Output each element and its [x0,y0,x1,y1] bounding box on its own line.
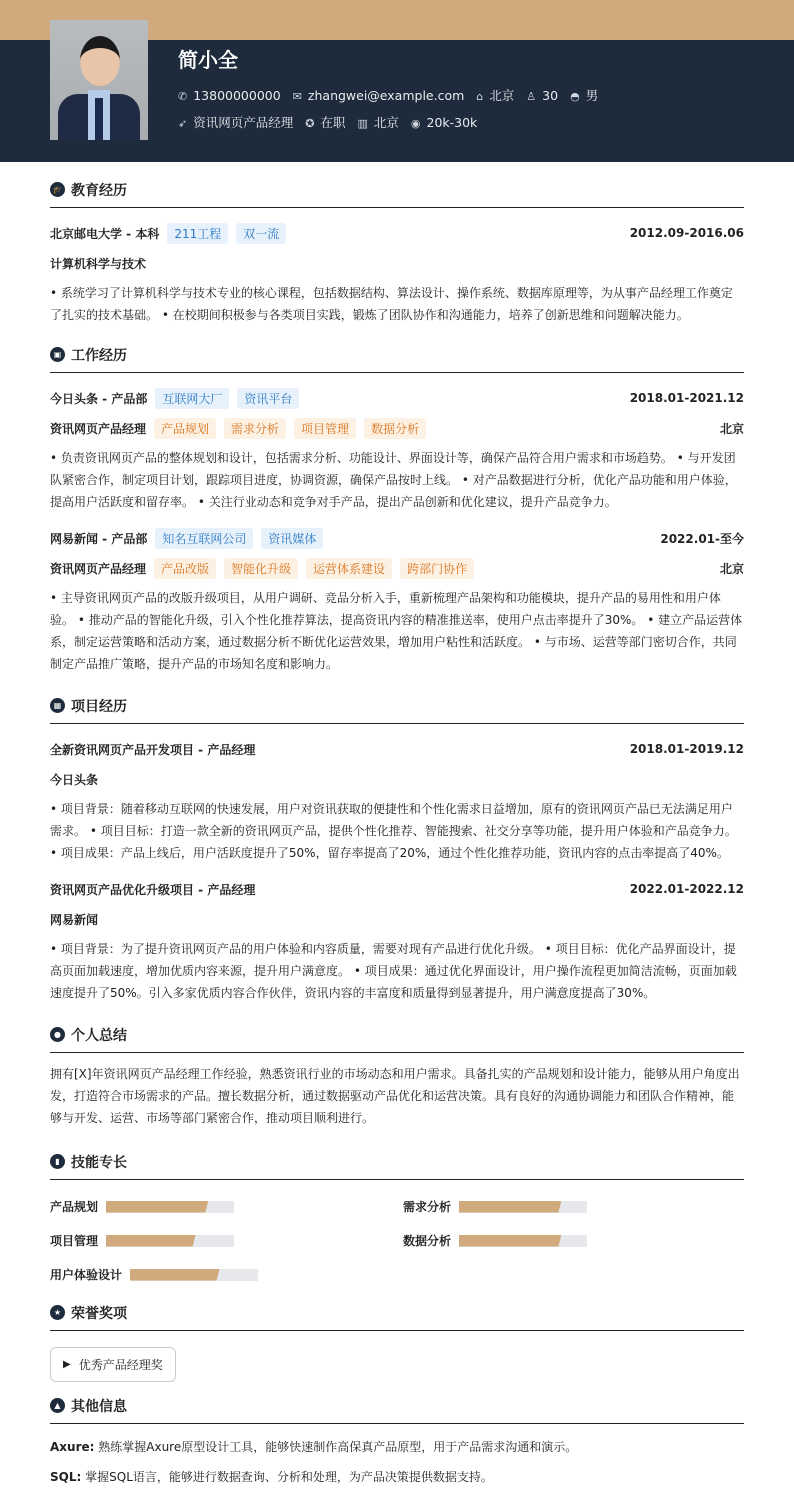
email: zhangwei@example.com [307,87,465,103]
org: 今日头条 [50,772,99,787]
skill-name: 项目管理 [50,1234,99,1248]
bar-chart-icon: ▮ [50,1154,65,1169]
tag: 产品改版 [154,558,216,579]
description: • 项目背景：为了提升资讯网页产品的用户体验和内容质量，需要对现有产品进行优化升级。 • 项目目标：优化产品界面设计，提高页面加载速度，增加优质内容来源，提升用户满意度。 • 项目成果：通过优化界面设计，用户操作流程更加简洁流畅，页面加载速度提升了50%。引入多家优质内容合作伙伴，资讯内容的丰富度和质量得到显著提升，用户满意度提高了30%。 [50,942,737,1000]
projects-section [50,694,744,1004]
project-item [50,878,744,1004]
skill-bar [459,1201,587,1213]
other-section [50,1394,744,1488]
skill-bar-fill [106,1235,196,1247]
grid-icon: ▦ [50,698,65,713]
info-icon: ▲ [50,1398,65,1413]
school: 北京邮电大学 - 本科 [50,226,160,241]
gender-icon: ◓ [570,90,580,103]
skill-item [403,1198,587,1215]
tag: 211工程 [167,223,228,244]
skill-bar [130,1269,258,1281]
work-item [50,387,744,513]
section-title: 其他信息 [71,1398,127,1415]
skill-name: 数据分析 [403,1234,452,1248]
triangle-right-icon: ▶ [63,1359,71,1370]
age-icon: ♙ [526,89,537,103]
section-title: 荣誉奖项 [71,1305,127,1322]
other-key: SQL: [50,1470,82,1484]
briefcase-icon: ▣ [50,347,65,362]
position: 资讯网页产品经理 [193,115,294,130]
description: • 系统学习了计算机科学与技术专业的核心课程，包括数据结构、算法设计、操作系统、数据库原理等，为从事产品经理工作奠定了扎实的技术基础。 • 在校期间积极参与各类项目实践，锻炼了团队协作和沟通能力，培养了创新思维和问题解决能力。 [50,286,733,322]
user-icon: ● [50,1027,65,1042]
other-key: Axure: [50,1440,95,1454]
date: 2018.01-2021.12 [629,391,744,405]
tag: 跨部门协作 [400,558,474,579]
other-item [50,1466,744,1488]
salary: 20k-30k [426,114,478,130]
skills-section [50,1150,744,1290]
status: 在职 [320,115,346,130]
company: 今日头条 - 产品部 [50,391,148,406]
description: • 负责资讯网页产品的整体规划和设计，包括需求分析、功能设计、界面设计等，确保产品符合用户需求和市场趋势。 • 与开发团队紧密合作，制定项目计划，跟踪项目进度，协调资源，确保产品按时上线。 • 对产品数据进行分析，优化产品功能和用户体验，提高用户活跃度和留存率。 • 关注行业动态和竞争对手产品，提出产品创新和优化建议，提升产品竞争力。 [50,451,737,509]
section-title: 项目经历 [71,698,127,715]
skill-bar [106,1201,234,1213]
send-icon: ➶ [178,117,188,130]
city: 北京 [719,561,744,576]
mail-icon: ✉ [292,89,302,103]
graduation-cap-icon: 🎓 [50,182,65,197]
skill-item [403,1232,587,1249]
description: • 主导资讯网页产品的改版升级项目，从用户调研、竞品分析入手，重新梳理产品架构和功能模块，提升产品的易用性和用户体验。 • 推动产品的智能化升级，引入个性化推荐算法，提高资讯内容的精准推送率，使用户点击率提升了30%。 • 建立产品运营体系，制定运营策略和活动方案，通过数据分析不断优化运营效果，增加用户粘性和活跃度。 • 与市场、运营等部门密切合作，共同制定产品推广策略，提升产品的市场知名度和影响力。 [50,591,743,671]
tag: 互联网大厂 [155,388,229,409]
tag: 知名互联网公司 [155,528,253,549]
city: 北京 [719,421,744,436]
skill-item [50,1266,258,1283]
major: 计算机科学与技术 [50,256,147,271]
awards-section [50,1301,744,1382]
role: 资讯网页产品经理 [50,561,147,576]
date: 2012.09-2016.06 [629,226,744,240]
work-section [50,343,744,675]
phone-icon: ✆ [178,89,188,103]
org: 网易新闻 [50,912,99,927]
skill-item [50,1232,234,1249]
skill-bar [106,1235,234,1247]
other-value: 熟练掌握Axure原型设计工具，能够快速制作高保真产品原型，用于产品需求沟通和演示。 [98,1440,578,1454]
tag: 产品规划 [154,418,216,439]
skill-bar-fill [459,1201,561,1213]
tag: 资讯媒体 [261,528,323,549]
tag: 资讯平台 [237,388,299,409]
section-title: 工作经历 [71,347,127,364]
building-icon: ▥ [357,117,368,130]
avatar-photo [50,20,148,140]
section-title: 技能专长 [71,1154,127,1171]
other-value: 掌握SQL语言，能够进行数据查询、分析和处理，为产品决策提供数据支持。 [85,1470,493,1484]
gender: 男 [585,88,599,103]
education-section [50,178,744,326]
skill-name: 产品规划 [50,1200,99,1214]
role: 资讯网页产品经理 [50,421,147,436]
phone: 13800000000 [193,87,281,103]
contact-info-row [178,86,598,104]
skill-bar-fill [459,1235,561,1247]
tag: 需求分析 [224,418,286,439]
skill-name: 需求分析 [403,1200,452,1214]
skill-name: 用户体验设计 [50,1268,123,1282]
award-name: 优秀产品经理奖 [78,1358,163,1372]
other-item [50,1436,744,1458]
summary-text: 拥有[X]年资讯网页产品经理工作经验，熟悉资讯行业的市场动态和用户需求。具备扎实的产品规划和设计能力，能够从用户角度出发，打造符合市场需求的产品。擅长数据分析，通过数据驱动产品优化和运营决策。具有良好的沟通协调能力和团队合作精神，能够与开发、运营、市场等部门紧密合作，推动项目顺利进行。 [50,1067,740,1125]
target-city: 北京 [373,115,399,130]
skill-item [50,1198,234,1215]
award-item[interactable] [50,1347,176,1382]
city: 北京 [489,88,515,103]
status-icon: ✪ [305,117,315,130]
date: 2022.01-2022.12 [629,882,744,896]
tag: 智能化升级 [224,558,298,579]
home-icon: ⌂ [476,90,484,103]
award-icon: ★ [50,1305,65,1320]
skill-bar-fill [130,1269,220,1281]
project-name: 全新资讯网页产品开发项目 - 产品经理 [50,742,256,757]
job-intent-row [178,113,477,131]
date: 2022.01-至今 [660,531,744,546]
section-title: 个人总结 [71,1027,127,1044]
skill-bar-fill [106,1201,208,1213]
company: 网易新闻 - 产品部 [50,531,148,546]
tag: 项目管理 [294,418,356,439]
tag: 运营体系建设 [306,558,392,579]
tag: 双一流 [236,223,286,244]
description: • 项目背景：随着移动互联网的快速发展，用户对资讯获取的便捷性和个性化需求日益增加，原有的资讯网页产品已无法满足用户需求。 • 项目目标：打造一款全新的资讯网页产品，提供个性化推荐、智能搜索、社交分享等功能，提升用户体验和产品竞争力。 • 项目成果：产品上线后，用户活跃度提升了50%，留存率提高了20%，通过个性化推荐功能，资讯内容的点击率提高了40%。 [50,802,737,860]
project-name: 资讯网页产品优化升级项目 - 产品经理 [50,882,256,897]
work-item [50,527,744,675]
skill-bar [459,1235,587,1247]
age: 30 [542,87,559,103]
date: 2018.01-2019.12 [629,742,744,756]
project-item [50,738,744,864]
section-title: 教育经历 [71,182,127,199]
salary-icon: ◉ [410,116,421,130]
candidate-name: 简小全 [178,48,238,72]
summary-section [50,1023,744,1129]
tag: 数据分析 [364,418,426,439]
